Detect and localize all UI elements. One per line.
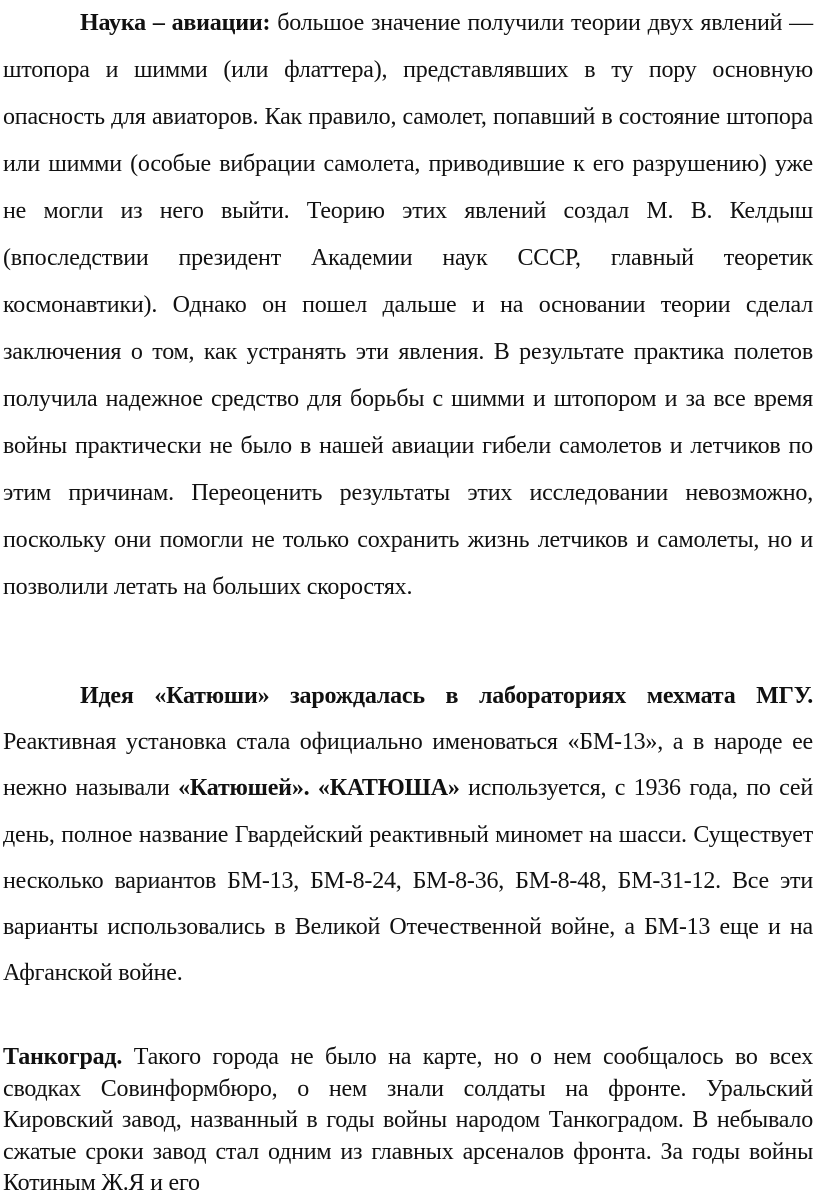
paragraph-bold-katyusha-name: «Катюшей». «КАТЮША»: [178, 775, 460, 802]
paragraph-tankograd: [3, 1042, 813, 1200]
paragraph-body-tankograd: Такого города не было на карте, но о нем сообщалось во всех сводках Совинформбюро, о нем знали солдаты на фронте. Уральский Кировский завод, названный в годы войны народом Танкоградом. В небывало сжатые сроки завод стал одним из главных арсеналов фронта. За годы войны Котиным Ж.Я и его: [3, 1044, 813, 1196]
paragraph-body-katyusha-part2: используется, с 1936 года, по сей день, полное название Гвардейский реактивный миномет на шасси. Существует несколько вариантов БМ-13, БМ-8-24, БМ-8-36, БМ-8-48, БМ-31-12. Все эти варианты использовались в Великой Отечественной войне, а БМ-13 еще и на Афганской войне.: [3, 775, 813, 987]
paragraph-katyusha: [3, 673, 813, 996]
paragraph-aviation-science: [3, 0, 813, 611]
paragraph-body-aviation: большое значение получили теории двух явлений — штопора и шимми (или флаттера), представлявших в ту пору основную опасность для авиаторов. Как правило, самолет, попавший в состояние штопора или шимми (особые вибрации самолета, приводившие к его разрушению) уже не могли из него выйти. Теорию этих явлений создал М. В. Келдыш (впоследствии президент Академии наук СССР, главный теоретик космонавтики). Однако он пошел дальше и на основании теории сделал заключения о том, как устранять эти явления. В результате практика полетов получила надежное средство для борьбы с шимми и штопором и за все время войны практически не было в нашей авиации гибели самолетов и летчиков по этим причинам. Переоценить результаты этих исследовании невозможно, поскольку они помогли не только сохранить жизнь летчиков и самолеты, но и позволили летать на больших скоростях.: [3, 10, 813, 600]
paragraph-lead-aviation: Наука – авиации:: [80, 10, 271, 36]
paragraph-body-katyusha-part1: Реактивная установка стала официально именоваться «БМ-13», а в народе ее нежно называли: [3, 729, 813, 802]
paragraph-lead-tankograd: Танкоград.: [3, 1044, 123, 1070]
paragraph-lead-katyusha: Идея «Катюши» зарождалась в лабораториях мехмата МГУ.: [80, 683, 813, 709]
